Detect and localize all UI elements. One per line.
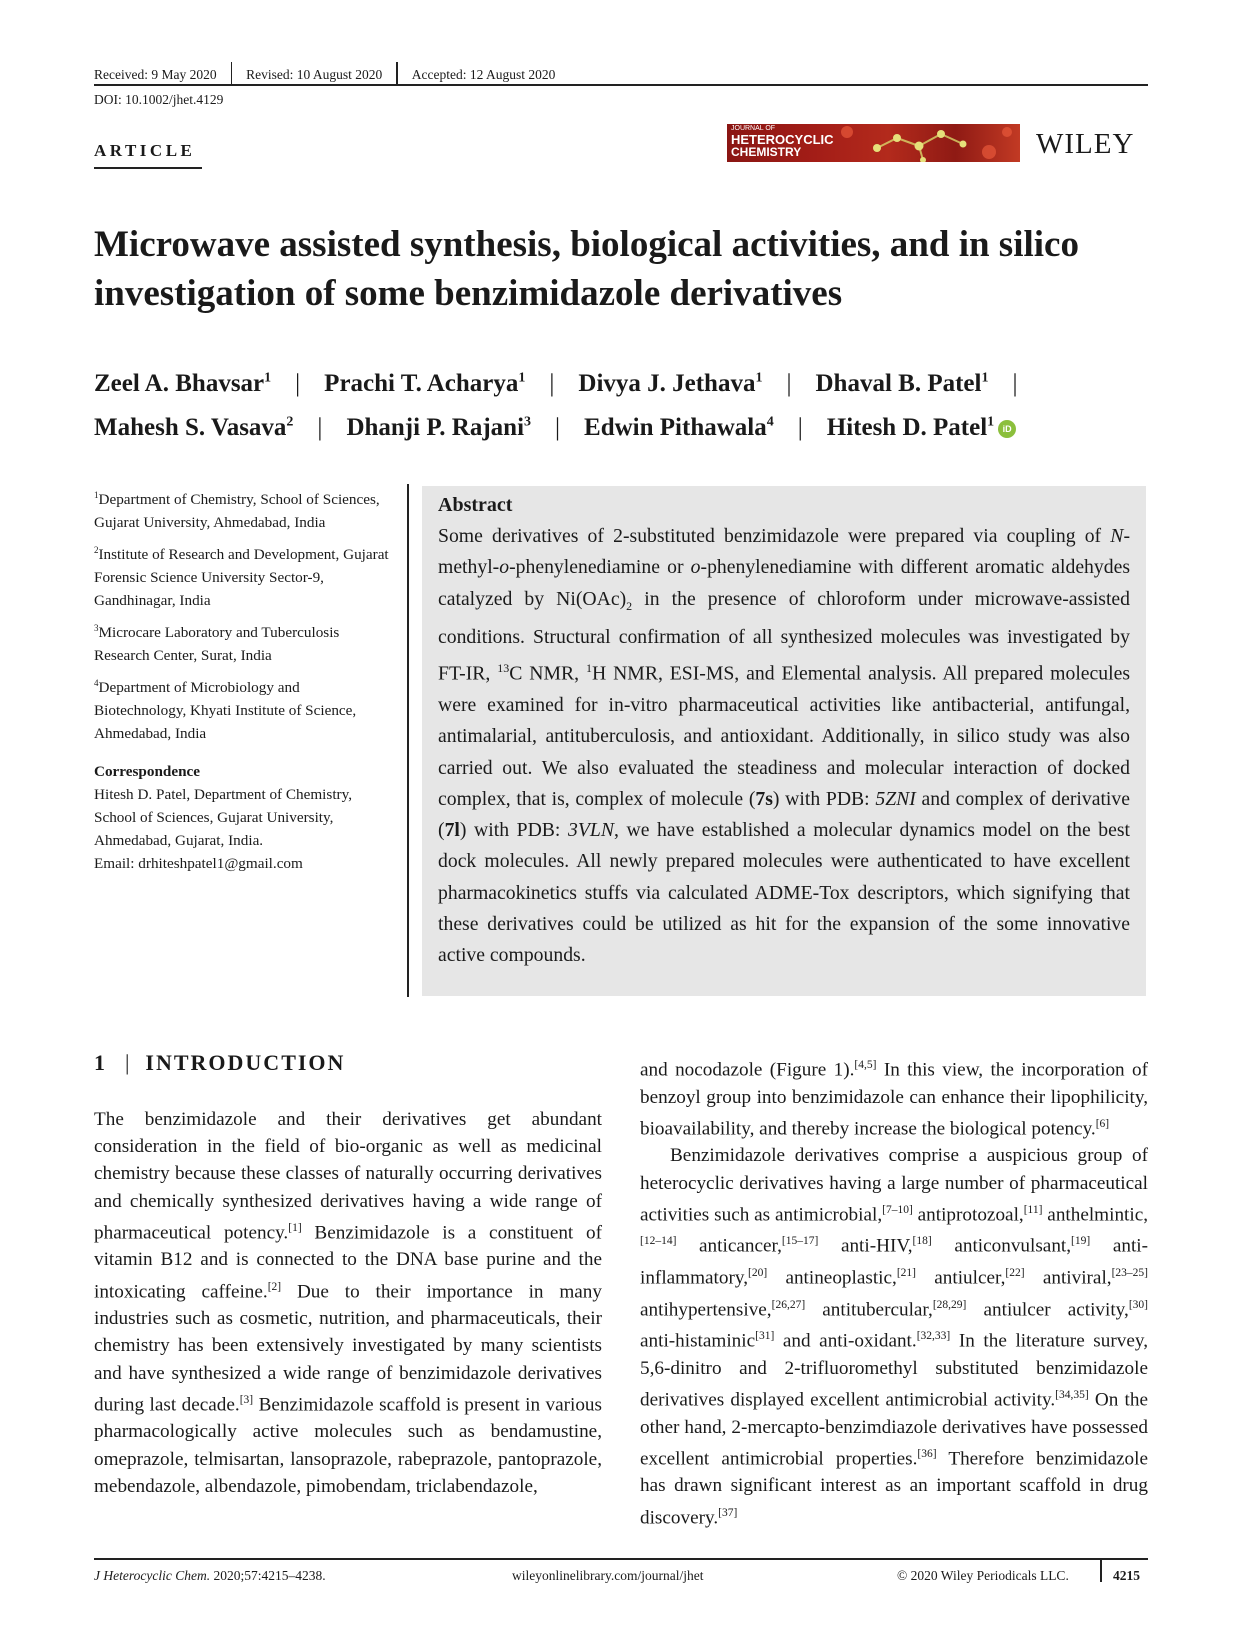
author-name[interactable]: Edwin Pithawala$^4$ <box>584 413 774 441</box>
affiliation-item: $^4$Department of Microbiology and Biotechnology, Khyati Institute of Science, Ahmedabad, India <box>94 678 357 743</box>
abstract-box <box>422 486 1146 996</box>
author-name[interactable]: Hitesh D. Patel$^1$ <box>826 413 995 441</box>
footer-divider <box>1100 1558 1102 1582</box>
reference-link[interactable]: [12–14] <box>640 1235 677 1248</box>
publisher-logo: WILEY <box>1036 128 1135 160</box>
reference-link[interactable]: [4,5] <box>854 1059 877 1071</box>
correspondence-heading: Correspondence <box>94 763 201 781</box>
accepted-date: Accepted: 12 August 2020 <box>411 67 556 82</box>
reference-link[interactable]: [26,27] <box>771 1298 806 1311</box>
reference-link[interactable]: [3] <box>239 1393 254 1406</box>
article-type-label: ARTICLE <box>94 141 196 160</box>
reference-link[interactable]: [36] <box>917 1447 937 1460</box>
footer-journal-url[interactable]: wileyonlinelibrary.com/journal/jhet <box>512 1568 704 1583</box>
footer-citation: J Heterocyclic Chem. 2020;57:4215–4238. <box>94 1568 326 1583</box>
paragraph: The benzimidazole and their derivatives get abundant consideration in the field of bio-organic as well as medicinal chemistry because these classes of naturally occurring derivatives and chemically synthesized derivatives having a wide range of pharmaceutical potency.[1] Benzimidazole is a constituent of vitamin B12 and is connected to the DNA base purine and the intoxicating caffeine.[2] Due to their importance in many industries such as cosmetic, nutrition, and pharmaceuticals, their chemistry has been extensively investigated by many scientists and have synthesized a wide range of benzimidazole derivatives during last decade.[3] Benzimidazole scaffold is present in various pharmacologically active molecules such as bendamustine, omeprazole, telmisartan, lansoprazole, rabeprazole, pantoprazole, mebendazole, albendazole, pimobendam, triclabendazole, <box>94 1109 602 1497</box>
doi[interactable]: DOI: 10.1002/jhet.4129 <box>94 92 224 107</box>
author-name[interactable]: Prachi T. Acharya$^1$ <box>324 370 526 398</box>
reference-link[interactable]: [22] <box>1005 1266 1025 1279</box>
author-name[interactable]: Mahesh S. Vasava$^2$ <box>94 413 294 441</box>
section-heading: 1 | INTRODUCTION <box>94 1050 346 1075</box>
reference-link[interactable]: [31] <box>755 1330 775 1343</box>
author-list: Zeel A. Bhavsar$^1$ | Prachi T. Acharya$^1$ | Divya J. Jethava$^1$ | Dhaval B. Patel$^1$ | Mahesh S. Vasava$^2$ | Dhanji P. Rajani$^3$ | Edwin Pithawala$^4$ | Hitesh D. Patel$^1$ iD <box>94 370 1018 441</box>
correspondence <box>94 783 394 875</box>
author-name[interactable]: Divya J. Jethava$^1$ <box>578 370 763 398</box>
reference-link[interactable]: [1] <box>288 1221 302 1234</box>
affiliations <box>94 484 394 875</box>
footer-copyright: © 2020 Wiley Periodicals LLC. <box>897 1568 1069 1583</box>
journal-logo <box>727 124 1020 162</box>
reference-link[interactable]: [18] <box>912 1235 932 1248</box>
paragraph: Benzimidazole derivatives comprise a auspicious group of heterocyclic derivatives having a large number of pharmaceutical activities such as antimicrobial,[7–10] antiprotozoal,[11] anthelmintic,[12–14] anticancer,[15–17] anti-HIV,[18] anticonvulsant,[19] anti-inflammatory,[20] antineoplastic,[21] antiulcer,[22] antiviral,[23–25] antihypertensive,[26,27] antitubercular,[28,29] antiulcer activity,[30] anti-histaminic[31] and anti-oxidant.[32,33] In the literature survey, 5,6-dinitro and 2-trifluoromethyl substituted benzimidazole derivatives displayed excellent antimicrobial activity.[34,35] On the other hand, 2-mercapto-benzimdiazole derivatives have possessed excellent antimicrobial properties.[36] Therefore benzimidazole has drawn significant interest as an important scaffold in drug discovery.[37] <box>640 1145 1149 1528</box>
orcid-icon[interactable]: iD <box>998 420 1016 438</box>
reference-link[interactable]: [19] <box>1071 1235 1091 1248</box>
affiliation-item: $^3$Microcare Laboratory and Tuberculosis Research Center, Surat, India <box>94 623 340 665</box>
article-label-underline <box>94 167 202 169</box>
author-name[interactable]: Dhaval B. Patel$^1$ <box>815 370 989 398</box>
reference-link[interactable]: [11] <box>1023 1203 1043 1216</box>
correspondence-address: Hitesh D. Patel, Department of Chemistry, School of Sciences, Gujarat University, Ahmedabad, Gujarat, India. <box>94 786 352 850</box>
reference-link[interactable]: [6] <box>1095 1117 1110 1130</box>
reference-link[interactable]: [20] <box>748 1266 768 1279</box>
divider <box>396 62 398 86</box>
reference-link[interactable]: [23–25] <box>1111 1266 1149 1279</box>
header-rule <box>94 84 1148 86</box>
affiliation-item: $^1$Department of Chemistry, School of Sciences, Gujarat University, Ahmedabad, India <box>94 490 380 532</box>
reference-link[interactable]: [15–17] <box>781 1235 819 1248</box>
reference-link[interactable]: [34,35] <box>1055 1388 1089 1401</box>
author-name[interactable]: Dhanji P. Rajani$^3$ <box>346 413 532 441</box>
author-name[interactable]: Zeel A. Bhavsar$^1$ <box>94 370 272 398</box>
reference-link[interactable]: [32,33] <box>916 1330 951 1343</box>
reference-link[interactable]: [21] <box>896 1266 916 1279</box>
intro-left-column <box>94 1106 602 1500</box>
divider <box>231 62 233 86</box>
paper-title: Microwave assisted synthesis, biological activities, and in silico investigation of some benzimidazole derivatives <box>94 224 1079 314</box>
affiliation-item: $^2$Institute of Research and Development, Gujarat Forensic Science University Sector-9, Gandhinagar, India <box>94 545 389 610</box>
received-date: Received: 9 May 2020 <box>94 67 217 82</box>
intro-right-column <box>640 1052 1148 1531</box>
abstract-text: Some derivatives of 2-substituted benzimidazole were prepared via coupling of N-methyl-o-phenylenediamine or o-phenylenediamine with different aromatic aldehydes catalyzed by $Ni(OAc)_2$ in the presence of chloroform under microwave-assisted conditions. Structural confirmation of all synthesized molecules was investigated by FT-IR, $^{13}$C NMR, $^1$H NMR, ESI-MS, and Elemental analysis. All prepared molecules were examined for in-vitro pharmaceutical activities like antibacterial, antifungal, antimalarial, antituberculosis, and antioxidant. Additionally, in silico study was also carried out. We also evaluated the steadiness and molecular interaction of docked complex, that is, complex of molecule (7s) with PDB: 5ZNI and complex of derivative (7l) with PDB: 3VLN, we have established a molecular dynamics model on the best dock molecules. All newly prepared molecules were authenticated to have excellent pharmacokinetics stuffs via calculated ADME-Tox descriptors, which signifying that these derivatives could be utilized as hit for the expansion of the some innovative active compounds. <box>438 525 1131 967</box>
correspondence-email[interactable]: Email: drhiteshpatel1@gmail.com <box>94 855 303 873</box>
abstract-heading: Abstract <box>438 494 513 516</box>
paragraph: and nocodazole (Figure 1).[4,5] In this view, the incorporation of benzoyl group into benzimidazole can enhance their lipophilicity, bioavailability, and thereby increase the biological potency.[6] <box>640 1059 1148 1140</box>
journal-logo-text: JOURNAL OF HETEROCYCLIC CHEMISTRY <box>731 125 834 159</box>
reference-link[interactable]: [2] <box>267 1280 282 1293</box>
column-divider <box>407 484 409 997</box>
reference-link[interactable]: [7–10] <box>882 1203 913 1216</box>
revised-date: Revised: 10 August 2020 <box>246 67 383 82</box>
reference-link[interactable]: [30] <box>1128 1298 1148 1311</box>
footer-rule <box>94 1558 1148 1560</box>
reference-link[interactable]: [28,29] <box>932 1298 967 1311</box>
reference-link[interactable]: [37] <box>718 1506 738 1519</box>
article-history <box>94 62 555 86</box>
page-number: 4215 <box>1113 1568 1140 1583</box>
